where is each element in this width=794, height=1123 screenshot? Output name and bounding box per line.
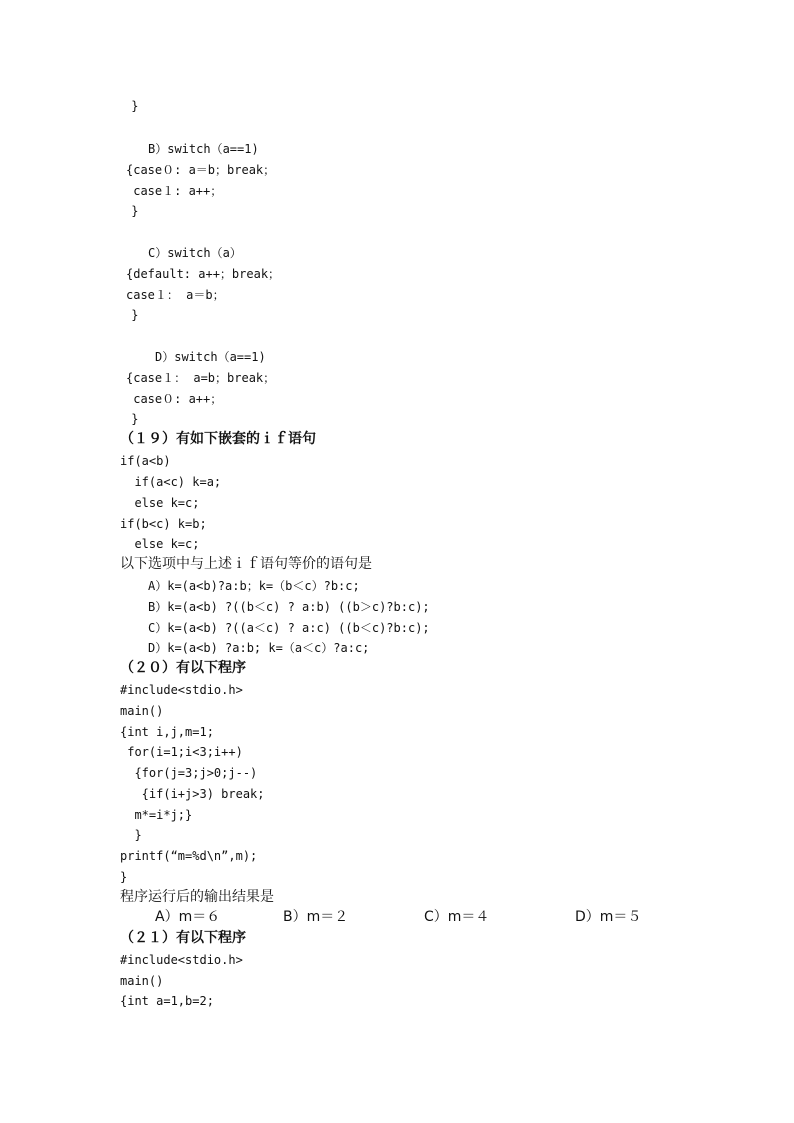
code-line: } [124, 308, 139, 322]
code-line: case１: a++； [126, 184, 223, 198]
code-line: {default: a++；break； [126, 267, 281, 281]
code-line: } [120, 828, 142, 842]
code-line: case１： a＝b； [126, 288, 225, 302]
code-line: } [124, 204, 139, 218]
code-line: #include<stdio.h> [120, 953, 243, 967]
choice-c: C）k=(a<b) ?((a＜c) ? a:c) ((b＜c)?b:c); [148, 621, 430, 635]
code-line: main() [120, 704, 164, 718]
choice-b: B）k=(a<b) ?((b＜c) ? a:b) ((b＞c)?b:c); [148, 600, 430, 614]
code-line: {if(i+j>3) break; [120, 787, 265, 801]
answer-option-a: A）m＝６ [155, 909, 221, 925]
question-20-prompt: 程序运行后的输出结果是 [120, 889, 274, 905]
code-line: main() [120, 974, 164, 988]
code-line: } [124, 99, 139, 113]
code-line: if(a<c) k=a; [120, 475, 222, 489]
code-line: } [124, 412, 139, 426]
option-c-switch: C）switch（a） [148, 246, 242, 260]
code-line: m*=i*j;} [120, 808, 193, 822]
code-line: #include<stdio.h> [120, 683, 243, 697]
choice-a: A）k=(a<b)?a:b；k=（b＜c）?b:c; [148, 579, 360, 593]
code-line: {int i,j,m=1; [120, 725, 214, 739]
code-line: if(b<c) k=b; [120, 517, 207, 531]
question-21-heading: （２１）有以下程序 [120, 930, 246, 946]
question-19-heading: （１９）有如下嵌套的ｉｆ语句 [120, 431, 316, 447]
question-20-heading: （２０）有以下程序 [120, 660, 246, 676]
code-line: printf(“m=%d\n”,m); [120, 849, 258, 863]
code-line: {case０: a＝b；break； [126, 163, 276, 177]
code-line: else k=c; [120, 537, 200, 551]
question-19-prompt: 以下选项中与上述ｉｆ语句等价的语句是 [120, 556, 372, 572]
answer-option-b: B）m＝２ [283, 909, 349, 925]
code-line: if(a<b) [120, 454, 171, 468]
option-b-switch: B）switch（a==1) [148, 142, 259, 156]
answer-option-c: C）m＝４ [424, 909, 490, 925]
code-line: for(i=1;i<3;i++) [120, 745, 243, 759]
option-d-switch: D）switch（a==1) [155, 350, 266, 364]
choice-d: D）k=(a<b) ?a:b; k=（a＜c）?a:c; [148, 641, 370, 655]
code-line: {int a=1,b=2; [120, 994, 214, 1008]
code-line: {case１： a=b；break； [126, 371, 276, 385]
code-line: {for(j=3;j>0;j--) [120, 766, 258, 780]
code-line: else k=c; [120, 496, 200, 510]
code-line: } [120, 870, 128, 884]
answer-option-d: D）m＝５ [575, 909, 642, 925]
code-line: case０: a++； [126, 392, 223, 406]
